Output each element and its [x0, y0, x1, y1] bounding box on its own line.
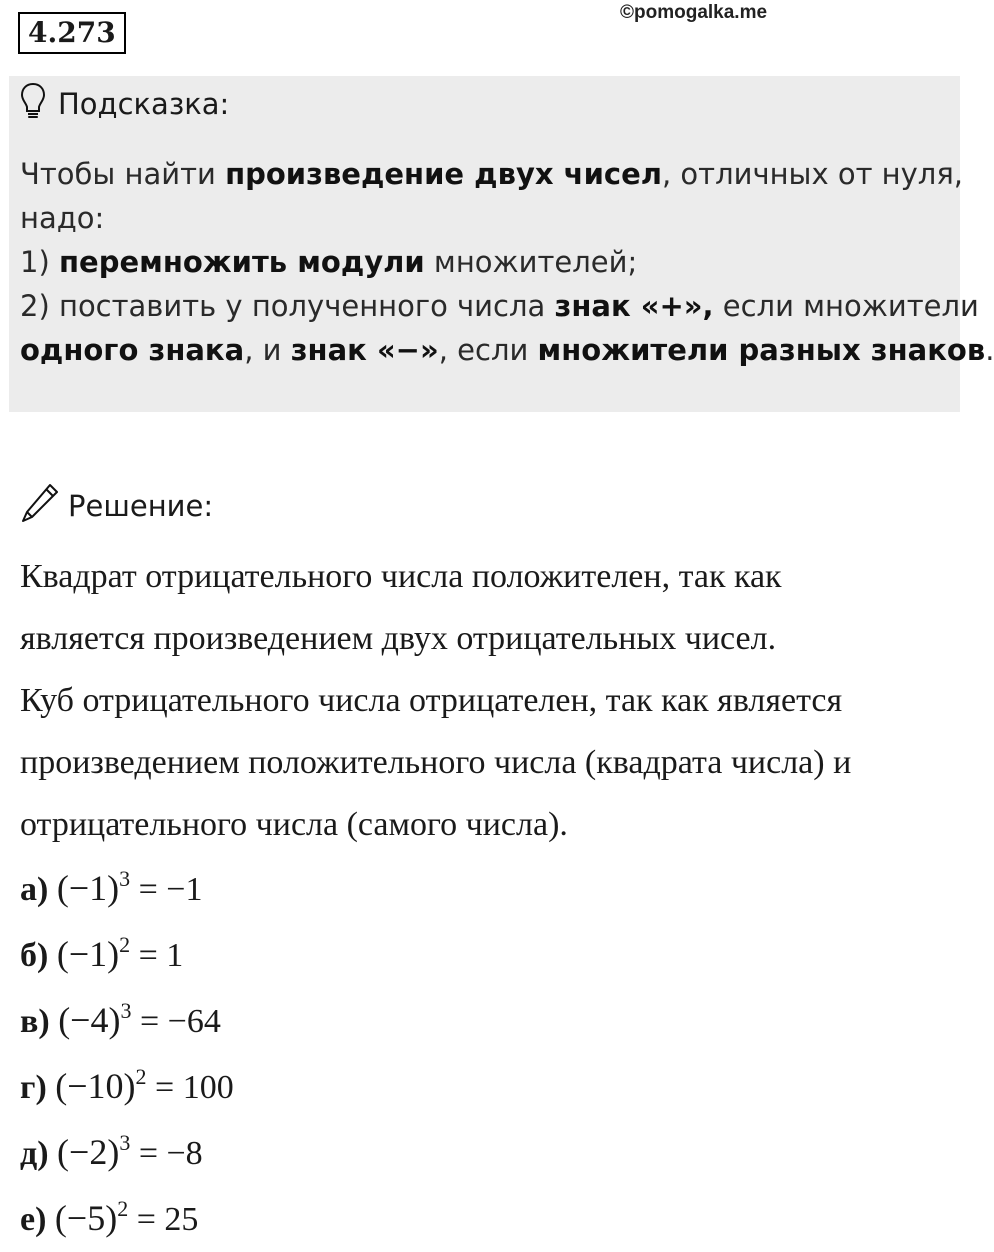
task-number: 4.273 [18, 12, 126, 54]
hint-text-segment: Чтобы найти [20, 157, 226, 191]
hint-text-segment: , и [244, 333, 291, 367]
hint-text-segment: , отличных от нуля, [662, 157, 964, 191]
hint-header [20, 84, 229, 124]
hint-text-segment: , если [438, 333, 538, 367]
answer-base: (−2) [57, 1132, 120, 1172]
solution-text [20, 546, 950, 856]
solution-line: Куб отрицательного числа отрицателен, так как является [20, 682, 843, 719]
answer-result: = 100 [146, 1069, 234, 1106]
answer-row [20, 1186, 234, 1252]
solution-line: произведением положительного числа (квадрата числа) и [20, 744, 852, 781]
answer-label: г) [20, 1069, 47, 1106]
hint-text-segment: если множители [713, 289, 979, 323]
answer-row [20, 1120, 234, 1186]
answer-exponent: 3 [120, 998, 132, 1023]
solution-title: Решение: [68, 489, 214, 523]
solution-header [20, 484, 213, 528]
hint-text-segment: . [985, 333, 994, 367]
answer-result: = −1 [130, 871, 203, 908]
answer-result: = −8 [130, 1135, 203, 1172]
answer-exponent: 3 [119, 866, 131, 891]
watermark: ©pomogalka.me [620, 2, 768, 23]
answer-base: (−1) [56, 934, 120, 974]
answer-base: (−4) [58, 1000, 121, 1040]
answer-result: = 25 [128, 1201, 199, 1238]
answer-label: а) [20, 871, 49, 908]
hint-bold-text: произведение двух чисел [225, 157, 662, 191]
answer-row [20, 1054, 234, 1120]
answer-result: = −64 [131, 1003, 221, 1040]
hint-line [20, 152, 964, 196]
hint-line [20, 328, 994, 372]
answer-exponent: 2 [135, 1064, 147, 1089]
solution-line: является произведением двух отрицательных чисел. [20, 620, 777, 657]
hint-line [20, 240, 950, 284]
answer-label: е) [20, 1201, 47, 1238]
answer-row [20, 988, 234, 1054]
hint-bold-text: множители разных знаков [537, 333, 986, 367]
hint-text-segment: 2) поставить у полученного числа [20, 289, 555, 323]
answer-exponent: 2 [117, 1196, 129, 1221]
hint-title: Подсказка: [58, 87, 230, 121]
answer-label: б) [20, 937, 49, 974]
hint-text-segment: 1) [20, 245, 59, 279]
hint-line [20, 284, 979, 328]
solution-line: отрицательного числа (самого числа). [20, 806, 568, 843]
answer-result: = 1 [130, 937, 184, 974]
answers-list [20, 856, 234, 1252]
hint-text [20, 152, 994, 372]
hint-bold-text: знак «+», [554, 289, 714, 323]
answer-row [20, 856, 234, 922]
hint-bold-text: перемножить модули [58, 245, 425, 279]
hint-text-segment: надо: [20, 201, 105, 235]
answer-exponent: 3 [119, 1130, 131, 1155]
hint-line [20, 196, 950, 240]
hint-bold-text: знак «−» [290, 333, 439, 367]
solution-line: Квадрат отрицательного числа положителен, так как [20, 558, 782, 595]
answer-label: в) [20, 1003, 50, 1040]
pencil-icon [20, 482, 60, 531]
answer-base: (−1) [56, 868, 120, 908]
answer-base: (−10) [55, 1066, 136, 1106]
answer-label: д) [20, 1135, 49, 1172]
answer-exponent: 2 [119, 932, 131, 957]
answer-row [20, 922, 234, 988]
hint-bold-text: одного знака [20, 333, 245, 367]
answer-base: (−5) [54, 1198, 118, 1238]
hint-text-segment: множителей; [424, 245, 638, 279]
lightbulb-icon [20, 82, 46, 127]
